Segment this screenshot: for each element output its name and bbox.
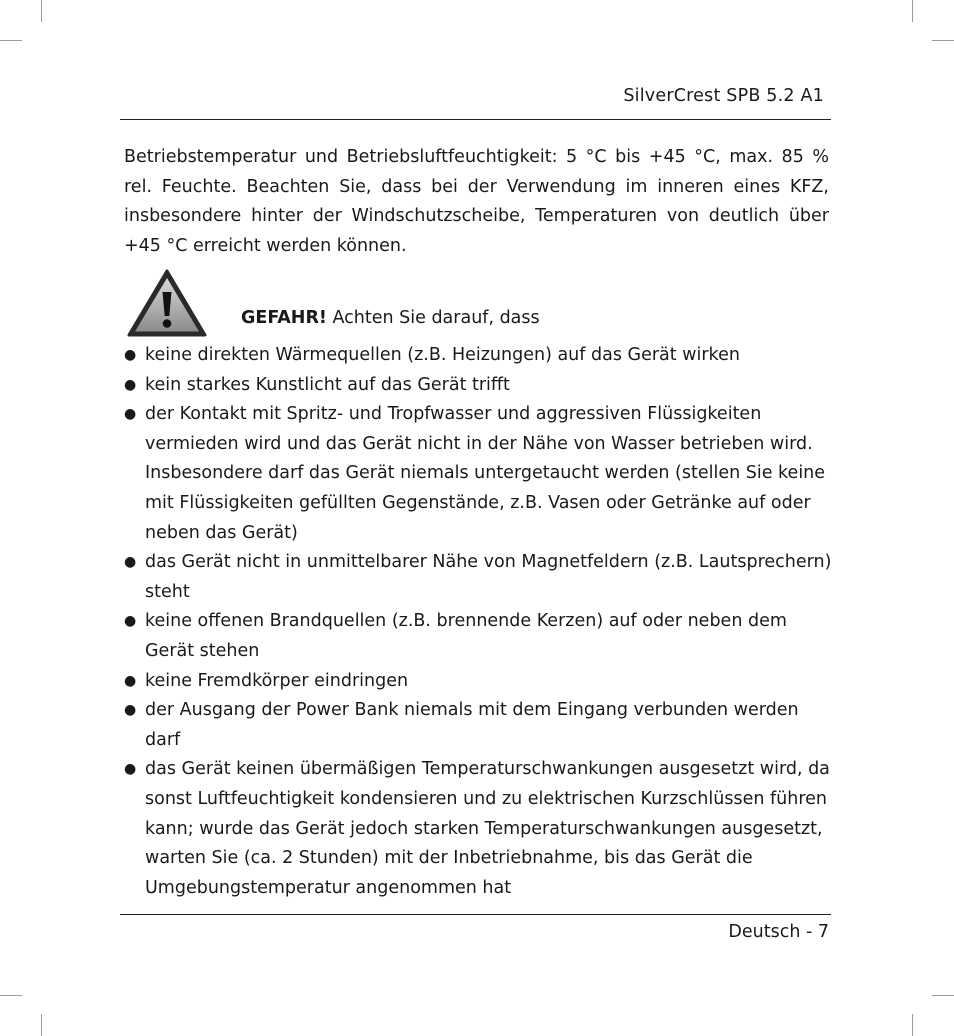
crop-mark [0,40,22,41]
bullet-icon: ● [124,376,137,393]
header-divider [120,119,831,120]
bullet-icon: ● [124,761,137,778]
page-header-title: SilverCrest SPB 5.2 A1 [623,86,824,106]
bullet-icon: ● [124,554,137,571]
list-item [124,607,832,666]
list-item [124,696,832,755]
crop-mark [0,995,22,996]
page-number: Deutsch - 7 [728,922,829,942]
list-item [124,755,832,903]
crop-mark [912,0,913,22]
crop-mark [932,995,954,996]
footer-divider [120,914,831,915]
list-item-text: das Gerät keinen übermäßigen Temperaturschwankungen ausgesetzt wird, da sonst Luftfeuchtigkeit kondensieren und zu elektrischen Kurzschlüssen führen kann; wurde das Gerät jedoch starken Temperaturschwankungen ausgesetzt, warten Sie (ca. 2 Stunden) mit der Inbetriebnahme, bis das Gerät die Umgebungstemperatur angenommen hat [145,759,830,898]
list-item-text: das Gerät nicht in unmittelbarer Nähe von Magnetfeldern (z.B. Lautsprechern) steht [145,552,832,602]
bullet-icon: ● [124,347,137,363]
list-item [124,548,832,607]
list-item-text: der Kontakt mit Spritz- und Tropfwasser und aggressiven Flüssigkeiten vermieden wird und das Gerät nicht in der Nähe von Wasser betrieben wird. Insbesondere darf das Gerät niemals untergetaucht werden (stellen Sie keine mit Flüssigkeiten gefüllten Gegenstände, z.B. Vasen oder Getränke auf oder neben das Gerät) [145,404,826,543]
bullet-icon: ● [124,406,137,423]
list-item [124,341,832,371]
danger-label: GEFAHR! [241,308,327,328]
bullet-icon: ● [124,672,137,689]
list-item-text: keine Fremdkörper eindringen [145,670,409,691]
list-item-text: kein starkes Kunstlicht auf das Gerät trifft [145,374,510,395]
bullet-icon: ● [124,613,137,630]
crop-mark [912,1014,913,1036]
list-item-text: keine direkten Wärmequellen (z.B. Heizungen) auf das Gerät wirken [145,345,740,365]
hazard-list [124,341,832,903]
list-item-text: keine offenen Brandquellen (z.B. brennende Kerzen) auf oder neben dem Gerät stehen [145,611,787,661]
crop-mark [41,1014,42,1036]
danger-text: Achten Sie darauf, dass [326,308,540,328]
list-item [124,400,832,548]
list-item [124,667,832,697]
intro-paragraph: Betriebstemperatur und Betriebsluftfeuchtigkeit: 5 °C bis +45 °C, max. 85 % rel. Feuchte. Beachten Sie, dass bei der Verwendung im inneren eines KFZ, insbesondere hinter der Windschutzscheibe, Temperaturen von deutlich über +45 °C erreicht werden können. [124,147,829,256]
danger-notice [241,305,540,331]
warning-triangle-icon [127,268,207,338]
list-item [124,371,832,401]
crop-mark [932,40,954,41]
bullet-icon: ● [124,702,137,719]
list-item-text: der Ausgang der Power Bank niemals mit dem Eingang verbunden werden darf [145,700,799,750]
crop-mark [41,0,42,22]
